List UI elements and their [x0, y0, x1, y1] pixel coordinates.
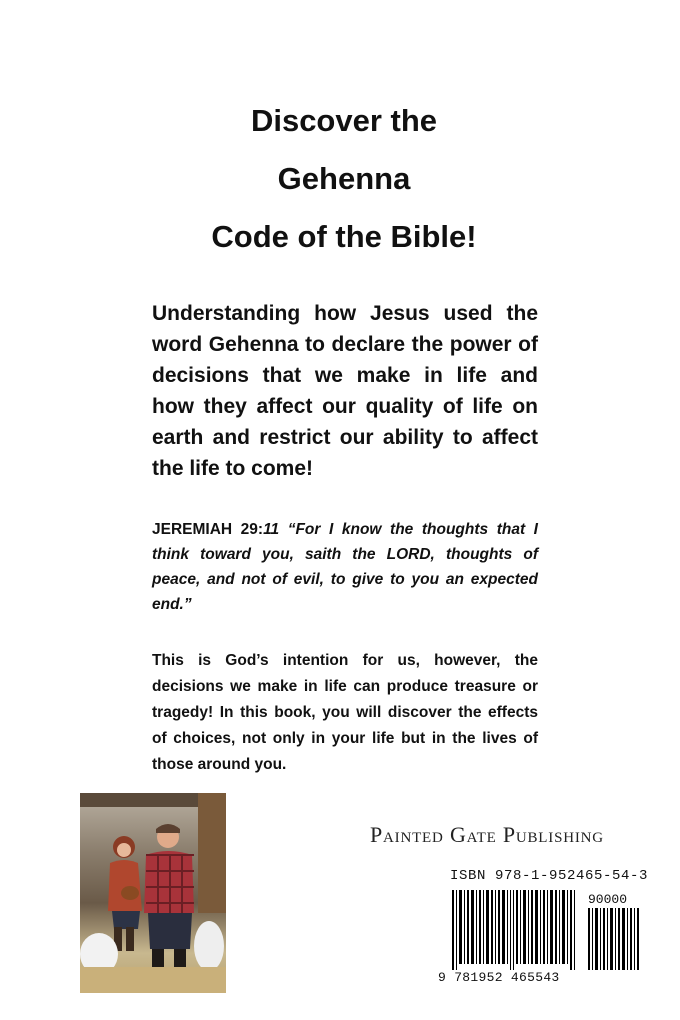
title-block	[0, 92, 680, 266]
photo-flowers-right	[194, 921, 224, 971]
title-line-1: Discover the	[250, 103, 438, 138]
title-line-2: Gehenna	[277, 161, 411, 196]
intro-paragraph: Understanding how Jesus used the word Gehenna to declare the power of decisions that we make in life and how they affect our quality of life on earth and restrict our ability to affect the life to come!	[152, 302, 538, 480]
isbn-label: ISBN 978-1-952465-54-3	[450, 868, 649, 884]
author-photo	[80, 793, 226, 993]
ean-barcode	[452, 890, 582, 970]
body-paragraph: This is God’s intention for us, however, the decisions we make in life can produce treasure or tragedy! In this book, you will discover the effects of choices, not only in your life but in the lives of those around you.	[152, 652, 538, 773]
barcode-digits: 9 781952 465543	[438, 970, 560, 985]
verse-paragraph	[152, 517, 538, 617]
isbn-barcode-block	[436, 864, 649, 996]
verse-reference-number: 11	[263, 521, 280, 538]
publisher-name: Painted Gate Publishing	[370, 822, 604, 847]
photo-woman	[104, 833, 146, 953]
verse-reference: JEREMIAH 29:	[152, 521, 264, 538]
title-line-3: Code of the Bible!	[211, 219, 477, 254]
price-code: 90000	[588, 892, 628, 907]
photo-barn-wall	[198, 793, 226, 913]
photo-hay-bale	[80, 967, 226, 993]
photo-man	[142, 821, 198, 969]
verse-quote: “For I know the thoughts that I think toward you, saith the LORD, thoughts of peace, and not of evil, to give to you an expected end.”	[152, 521, 538, 613]
addon-barcode	[588, 908, 640, 970]
